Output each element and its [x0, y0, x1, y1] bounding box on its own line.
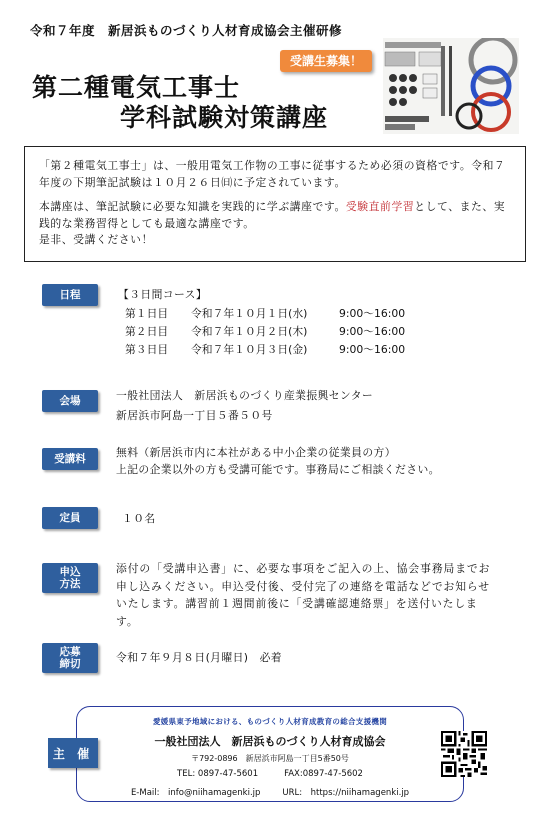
footer-address: 〒792-0896 新居浜市阿島一丁目5番50号 — [191, 754, 349, 763]
intro-text-tail: として、また、実践的な業務習得としても最適な講座です。 — [39, 200, 506, 230]
application-label-line2: 方法 — [59, 578, 81, 590]
fee-label: 受講料 — [42, 448, 98, 470]
fee-line-2: 上記の企業以外の方も受講可能です。事務局にご相談ください。 — [116, 463, 440, 476]
deadline-label — [42, 643, 98, 673]
schedule-row — [125, 341, 405, 359]
schedule-time: 9:00～16:00 — [339, 325, 406, 338]
application-label — [42, 563, 98, 593]
venue-label: 会場 — [42, 390, 98, 412]
intro-highlight: 受験直前学習 — [345, 200, 415, 213]
application-label-line1: 申込 — [59, 566, 81, 578]
footer-org: 一般社団法人 新居浜ものづくり人材育成協会 — [154, 735, 386, 748]
schedule-day: 第３日目 — [125, 343, 169, 356]
deadline-label-line1: 応募 — [59, 646, 81, 658]
footer-phone — [76, 769, 464, 779]
schedule-course: 【３日間コース】 — [118, 288, 208, 301]
intro-paragraph-3: 是非、受講ください！ — [39, 233, 153, 246]
schedule-date: 令和７年１０月３日(金) — [191, 343, 308, 356]
footer-url-link[interactable]: URL: https://niihamagenki.jp — [282, 788, 410, 798]
intro-paragraph-1: 「第２種電気工事士」は、一般用電気工作物の工事に従事するため必須の資格です。令和７年度の下期筆記試験は１０月２６日㈰に予定されています。 — [39, 159, 506, 189]
electrical-kit-photo — [383, 38, 519, 134]
venue-name: 一般社団法人 新居浜ものづくり産業振興センター — [116, 389, 374, 402]
deadline-value: 令和７年９月８日(月曜日) 必着 — [116, 651, 282, 664]
footer-fax: FAX:0897-47-5602 — [284, 769, 363, 779]
schedule-row — [125, 323, 405, 341]
footer-contact — [76, 786, 464, 798]
venue-address: 新居浜市阿島一丁目５番５０号 — [116, 409, 273, 422]
schedule-label: 日程 — [42, 284, 98, 306]
schedule-day: 第１日目 — [125, 307, 169, 320]
footer-email-link[interactable]: E-Mail: info@niihamagenki.jp — [130, 788, 261, 798]
host-label: 主 催 — [48, 738, 98, 768]
footer-tel: TEL: 0897-47-5601 — [177, 769, 259, 779]
fee-info — [116, 444, 440, 478]
intro-paragraph-2 — [39, 199, 511, 232]
intro-text: 本講座は、筆記試験に必要な知識を実践的に学ぶ講座です。 — [39, 200, 346, 213]
top-note: 令和７年度 新居浜ものづくり人材育成協会主催研修 — [30, 23, 343, 38]
schedule-table — [125, 305, 405, 359]
capacity-label: 定員 — [42, 507, 98, 529]
capacity-value: １０名 — [122, 512, 156, 525]
recruit-badge: 受講生募集！ — [280, 50, 372, 72]
deadline-label-line2: 締切 — [59, 658, 81, 670]
schedule-row — [125, 305, 405, 323]
page-title-line1: 第二種電気工事士 — [32, 73, 241, 102]
fee-line-1: 無料（新居浜市内に本社がある中小企業の従業員の方） — [116, 446, 396, 459]
schedule-time: 9:00～16:00 — [339, 343, 406, 356]
intro-box — [24, 146, 526, 262]
venue-info — [116, 387, 373, 424]
schedule-date: 令和７年１０月１日(水) — [191, 307, 308, 320]
footer-tagline: 愛媛県東予地域における、ものづくり人材育成教育の総合支援機関 — [153, 717, 387, 726]
schedule-day: 第２日目 — [125, 325, 169, 338]
schedule-time: 9:00～16:00 — [339, 307, 406, 320]
qr-code-icon[interactable] — [441, 731, 487, 777]
schedule-date: 令和７年１０月２日(木) — [191, 325, 308, 338]
application-text: 添付の「受講申込書」に、必要な事項をご記入の上、協会事務局までお申し込みください。申込受付後、受付完了の連絡を電話などでお知らせいたします。講習前１週間前後に「受講確認連絡票」を送付いたします。 — [116, 562, 491, 628]
page-title-line2: 学科試験対策講座 — [120, 103, 329, 132]
